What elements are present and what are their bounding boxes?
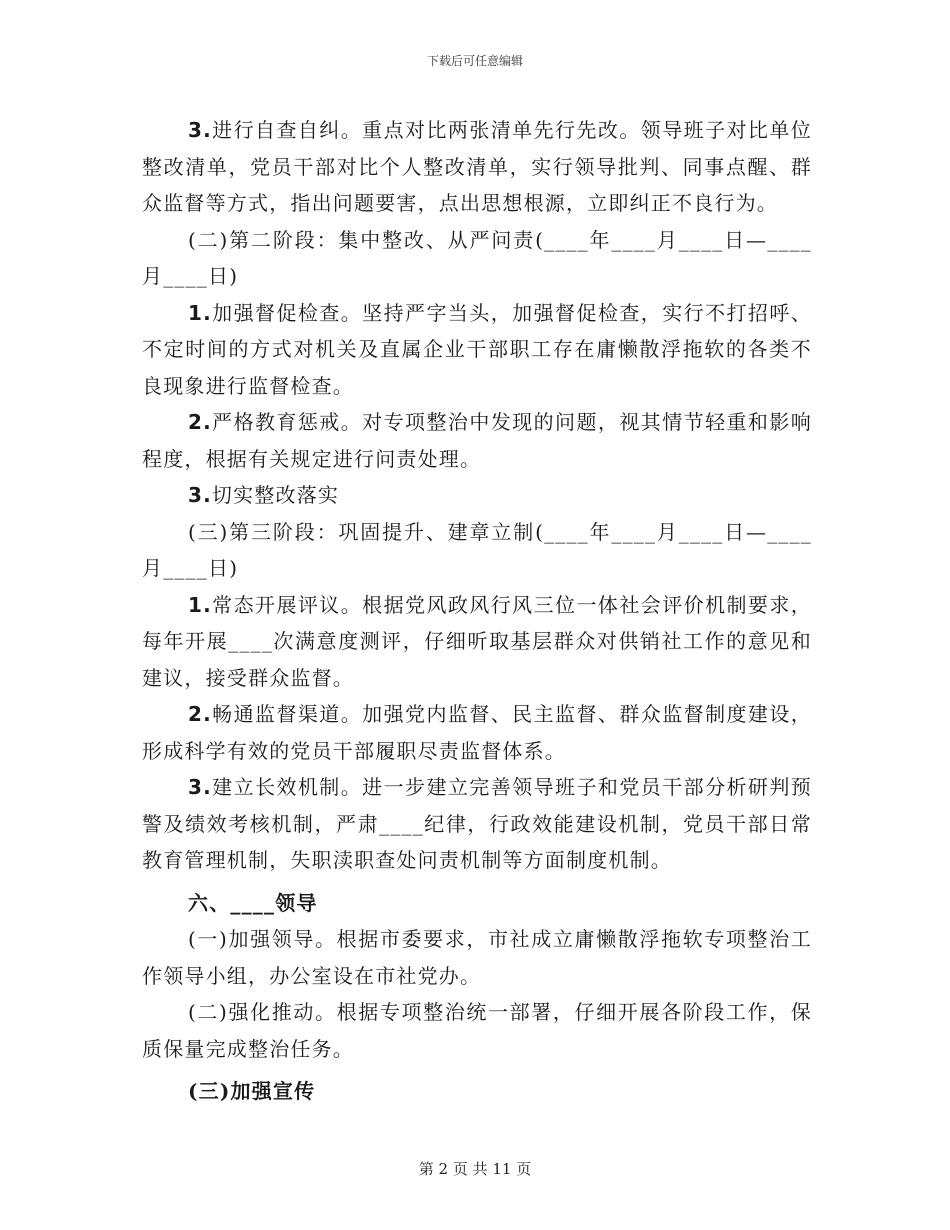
page-header: 下载后可任意编辑 (426, 54, 523, 68)
paragraph (142, 921, 812, 994)
document-body (142, 112, 812, 1110)
paragraph (142, 295, 812, 405)
item-number: 1. (188, 300, 212, 325)
section-heading (142, 222, 812, 295)
paragraph-text: (二)强化推动。根据专项整治统一部署，仔细开展各阶段工作，保质保量完成整治任务。 (142, 1000, 812, 1061)
paragraph-text: 六、____领导 (188, 890, 318, 915)
paragraph-text: 畅通监督渠道。加强党内监督、民主监督、群众监督制度建设，形成科学有效的党员干部履职尽责监督体系。 (142, 702, 812, 763)
paragraph (142, 404, 812, 477)
page-footer: 第 2 页 共 11 页 (418, 1160, 532, 1178)
item-number: 2. (188, 410, 212, 434)
paragraph-text: 建立长效机制。进一步建立完善领导班子和党员干部分析研判预警及绩效考核机制，严肃____纪律，行政效能建设机制，党员干部日常教育管理机制，失职渎职查处问责机制等方面制度机制。 (142, 775, 812, 872)
paragraph-text: 常态开展评议。根据党风政风行风三位一体社会评价机制要求，每年开展____次满意度测评，仔细听取基层群众对供销社工作的意见和建议，接受群众监督。 (142, 592, 812, 690)
item-number: 3. (188, 775, 212, 799)
paragraph-text: 切实整改落实 (211, 483, 340, 507)
item-number: 1. (188, 592, 212, 617)
paragraph-text: (三)第三阶段：巩固提升、建章立制(____年____月____日—____月____日) (142, 519, 812, 580)
item-number: 3. (188, 118, 212, 142)
paragraph (142, 696, 812, 769)
section-heading (142, 1073, 812, 1110)
paragraph (142, 477, 812, 514)
item-number: 3. (188, 483, 212, 507)
paragraph-text: (三)加强宣传 (188, 1079, 316, 1103)
paragraph-text: 加强督促检查。坚持严字当头，加强督促检查，实行不打招呼、不定时间的方式对机关及直属企业干部职工存在庸懒散浮拖软的各类不良现象进行监督检查。 (142, 300, 812, 398)
paragraph (142, 994, 812, 1067)
paragraph-text: (一)加强领导。根据市委要求，市社成立庸懒散浮拖软专项整治工作领导小组，办公室设在市社党办。 (142, 927, 812, 988)
paragraph (142, 769, 812, 879)
section-heading (142, 514, 812, 587)
paragraph-text: 严格教育惩戒。对专项整治中发现的问题，视其情节轻重和影响程度，根据有关规定进行问责处理。 (142, 410, 812, 471)
paragraph (142, 112, 812, 222)
item-number: 2. (188, 702, 212, 726)
paragraph-text: 进行自查自纠。重点对比两张清单先行先改。领导班子对比单位整改清单，党员干部对比个人整改清单，实行领导批判、同事点醒、群众监督等方式，指出问题要害，点出思想根源，立即纠正不良行为。 (142, 118, 812, 215)
paragraph (142, 587, 812, 697)
chapter-heading (142, 885, 812, 922)
paragraph-text: (二)第二阶段：集中整改、从严问责(____年____月____日—____月____日) (142, 227, 812, 288)
